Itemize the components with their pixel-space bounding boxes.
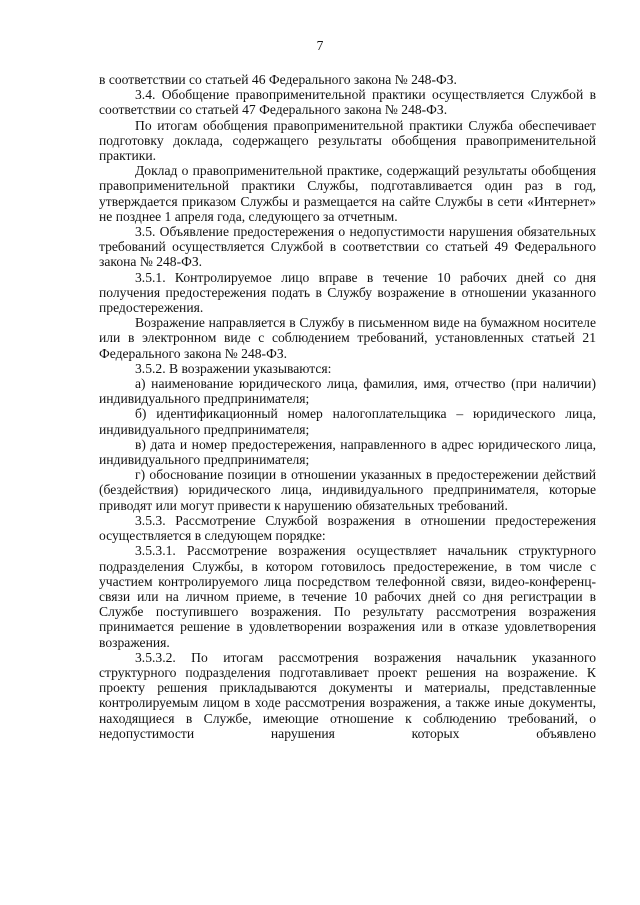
- list-item-a: а) наименование юридического лица, фамилия, имя, отчество (при наличии) индивидуального предпринимателя;: [99, 376, 596, 407]
- list-item-v: в) дата и номер предостережения, направленного в адрес юридического лица, индивидуального предпринимателя;: [99, 436, 596, 468]
- list-item-g: г) обоснование позиции в отношении указанных в предостережении действий (бездействия) юридического лица, индивидуального предпринимателя, которые приводят или могут привести к нарушению обязательных требований.: [99, 467, 596, 513]
- paragraph-objection-submission: Возражение направляется в Службу в письменном виде на бумажном носителе или в электронном виде с соблюдением требований, установленных статьей 21 Федерального закона № 248-ФЗ.: [99, 315, 596, 361]
- paragraph-report-approval: Доклад о правоприменительной практике, содержащий результаты обобщения правоприменительной практики Службы, подготавливается один раз в год, утверждается приказом Службы и размещается на сайте Службы в сети «Интернет» не позднее 1 апреля года, следующего за отчетным.: [99, 163, 596, 224]
- paragraph-3-4: 3.4. Обобщение правоприменительной практики осуществляется Службой в соответствии со статьей 47 Федерального закона № 248-ФЗ.: [99, 87, 596, 118]
- document-body: [99, 72, 596, 741]
- paragraph-3-5-1: 3.5.1. Контролируемое лицо вправе в течение 10 рабочих дней со дня получения предостережения подать в Службу возражение в отношении указанного предостережения.: [99, 269, 596, 316]
- page-number: 7: [316, 38, 324, 53]
- paragraph-3-5-3-2: 3.5.3.2. По итогам рассмотрения возражения начальник указанного структурного подразделения подготавливает проект решения на возражение. К проекту решения прикладываются документы и материалы, представленные контролируемым лицом в ходе рассмотрения возражения, а также иные документы, находящиеся в Службе, имеющие отношение к соблюдению требований, о недопустимости нарушения которых объявлено: [99, 649, 596, 741]
- paragraph-3-5-3-1: 3.5.3.1. Рассмотрение возражения осуществляет начальник структурного подразделения Службы, в котором готовилось предостережение, в том числе с участием контролируемого лица посредством телефонной связи, видео-конференц-связи или на личном приеме, в течение 10 рабочих дней со дня регистрации в Службе поступившего возражения. По результату рассмотрения возражения принимается решение в удовлетворении возражения или в отказе удовлетворения возражения.: [99, 543, 596, 650]
- paragraph-3-5-2: 3.5.2. В возражении указываются:: [135, 360, 332, 376]
- paragraph-continuation: в соответствии со статьей 46 Федерального закона № 248-ФЗ.: [99, 72, 457, 87]
- paragraph-3-5: 3.5. Объявление предостережения о недопустимости нарушения обязательных требований осуществляется Службой в соответствии со статьей 49 Федерального закона № 248-ФЗ.: [99, 224, 596, 270]
- paragraph-generalization-report: По итогам обобщения правоприменительной практики Служба обеспечивает подготовку доклада, содержащего результаты обобщения правоприменительной практики.: [99, 117, 596, 164]
- paragraph-3-5-3: 3.5.3. Рассмотрение Службой возражения в отношении предостережения осуществляется в следующем порядке:: [99, 512, 596, 544]
- list-item-b: б) идентификационный номер налогоплательщика – юридического лица, индивидуального предпринимателя;: [99, 406, 596, 437]
